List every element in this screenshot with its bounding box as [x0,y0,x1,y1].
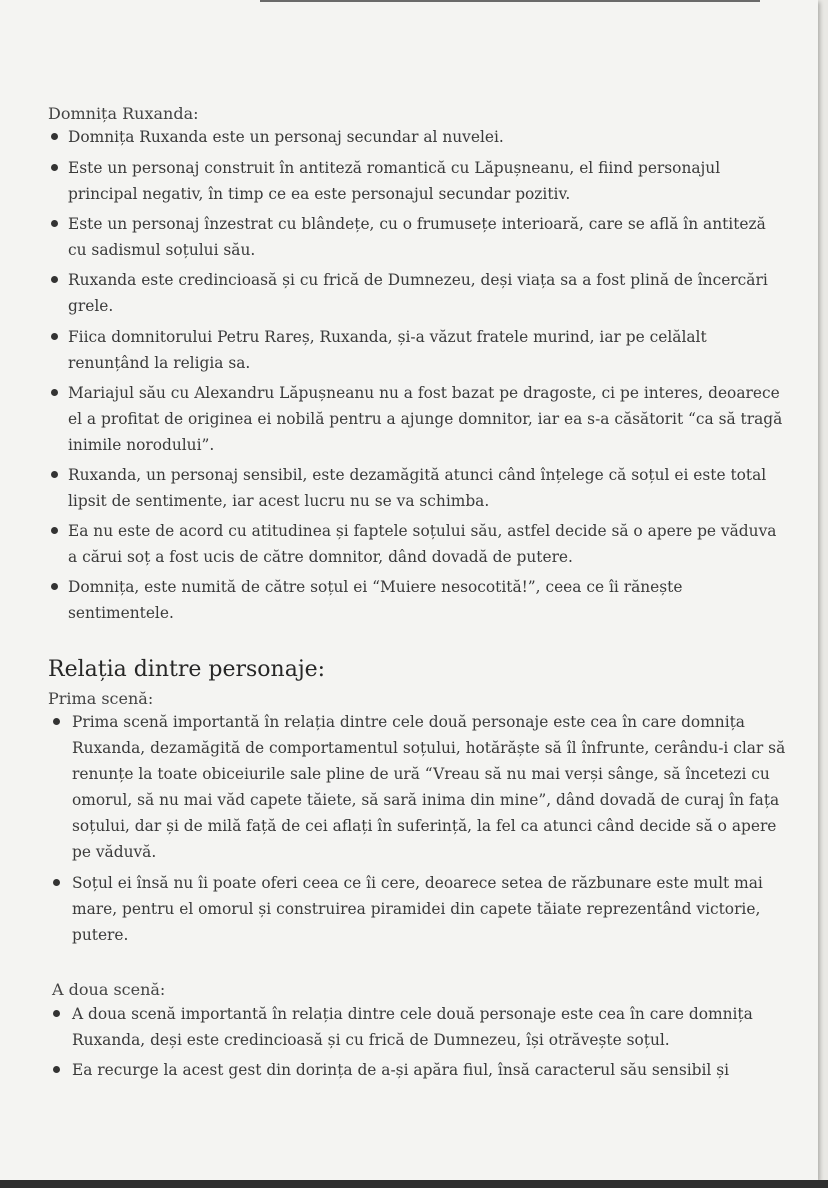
scene1-label: Prima scenă: [48,689,154,708]
list-item: Domnița, este numită de către soțul ei “Muiere nesocotită!”, ceea ce îi rănește sentimentele. [68,574,788,626]
page-top-edge [260,0,760,2]
list-item: Ruxanda este credincioasă și cu frică de Dumnezeu, deși viața sa a fost plină de încercări grele. [68,267,788,319]
scene2-label: A doua scenă: [52,980,166,999]
list-item: Ruxanda, un personaj sensibil, este dezamăgită atunci când înțelege că soțul ei este total lipsit de sentimente, iar acest lucru nu se va schimba. [68,462,788,514]
list-item: Este un personaj înzestrat cu blândețe, cu o frumusețe interioară, care se află în antiteză cu sadismul soțului său. [68,211,788,263]
list-item: Prima scenă importantă în relația dintre cele două personaje este cea în care domnița Ruxanda, dezamăgită de comportamentul soțului, hotărăște să îl înfrunte, cerându-i clar să renunțe la toate obiceiurile sale pline de ură “Vreau să nu mai verși sânge, să încetezi cu omorul, să nu mai văd capete tăiete, să sară inima din mine”, dând dovadă de curaj în fața soțului, dar și de milă față de cei aflați în suferință, la fel ca atunci când decide să o apere pe văduvă. [72,709,787,865]
page-bottom-edge [0,1180,828,1188]
list-item: Ea nu este de acord cu atitudinea și faptele soțului său, astfel decide să o apere pe văduva a cărui soț a fost ucis de către domnitor, dând dovadă de putere. [68,518,788,570]
list-item: Soțul ei însă nu îi poate oferi ceea ce îi cere, deoarece setea de răzbunare este mult mai mare, pentru el omorul și construirea piramidei din capete tăiate reprezentând victorie, putere. [72,870,787,948]
list-item: Este un personaj construit în antiteză romantică cu Lăpușneanu, el fiind personajul principal negativ, în timp ce ea este personajul secundar pozitiv. [68,155,788,207]
list-item: Ea recurge la acest gest din dorința de a-și apăra fiul, însă caracterul său sensibil și [72,1057,787,1083]
list-item: Domnița Ruxanda este un personaj secundar al nuvelei. [68,124,788,150]
list-item: A doua scenă importantă în relația dintre cele două personaje este cea în care domnița Ruxanda, deși este credincioasă și cu frică de Dumnezeu, își otrăvește soțul. [72,1001,787,1053]
ruxanda-section-label: Domnița Ruxanda: [48,104,199,123]
list-item: Fiica domnitorului Petru Rareș, Ruxanda, și-a văzut fratele murind, iar pe celălalt renunțând la religia sa. [68,324,788,376]
relatia-heading: Relația dintre personaje: [48,657,326,682]
list-item: Mariajul său cu Alexandru Lăpușneanu nu a fost bazat pe dragoste, ci pe interes, deoarece el a profitat de originea ei nobilă pentru a ajunge domnitor, iar ea s-a căsătorit “ca să tragă inimile norodului”. [68,380,788,458]
